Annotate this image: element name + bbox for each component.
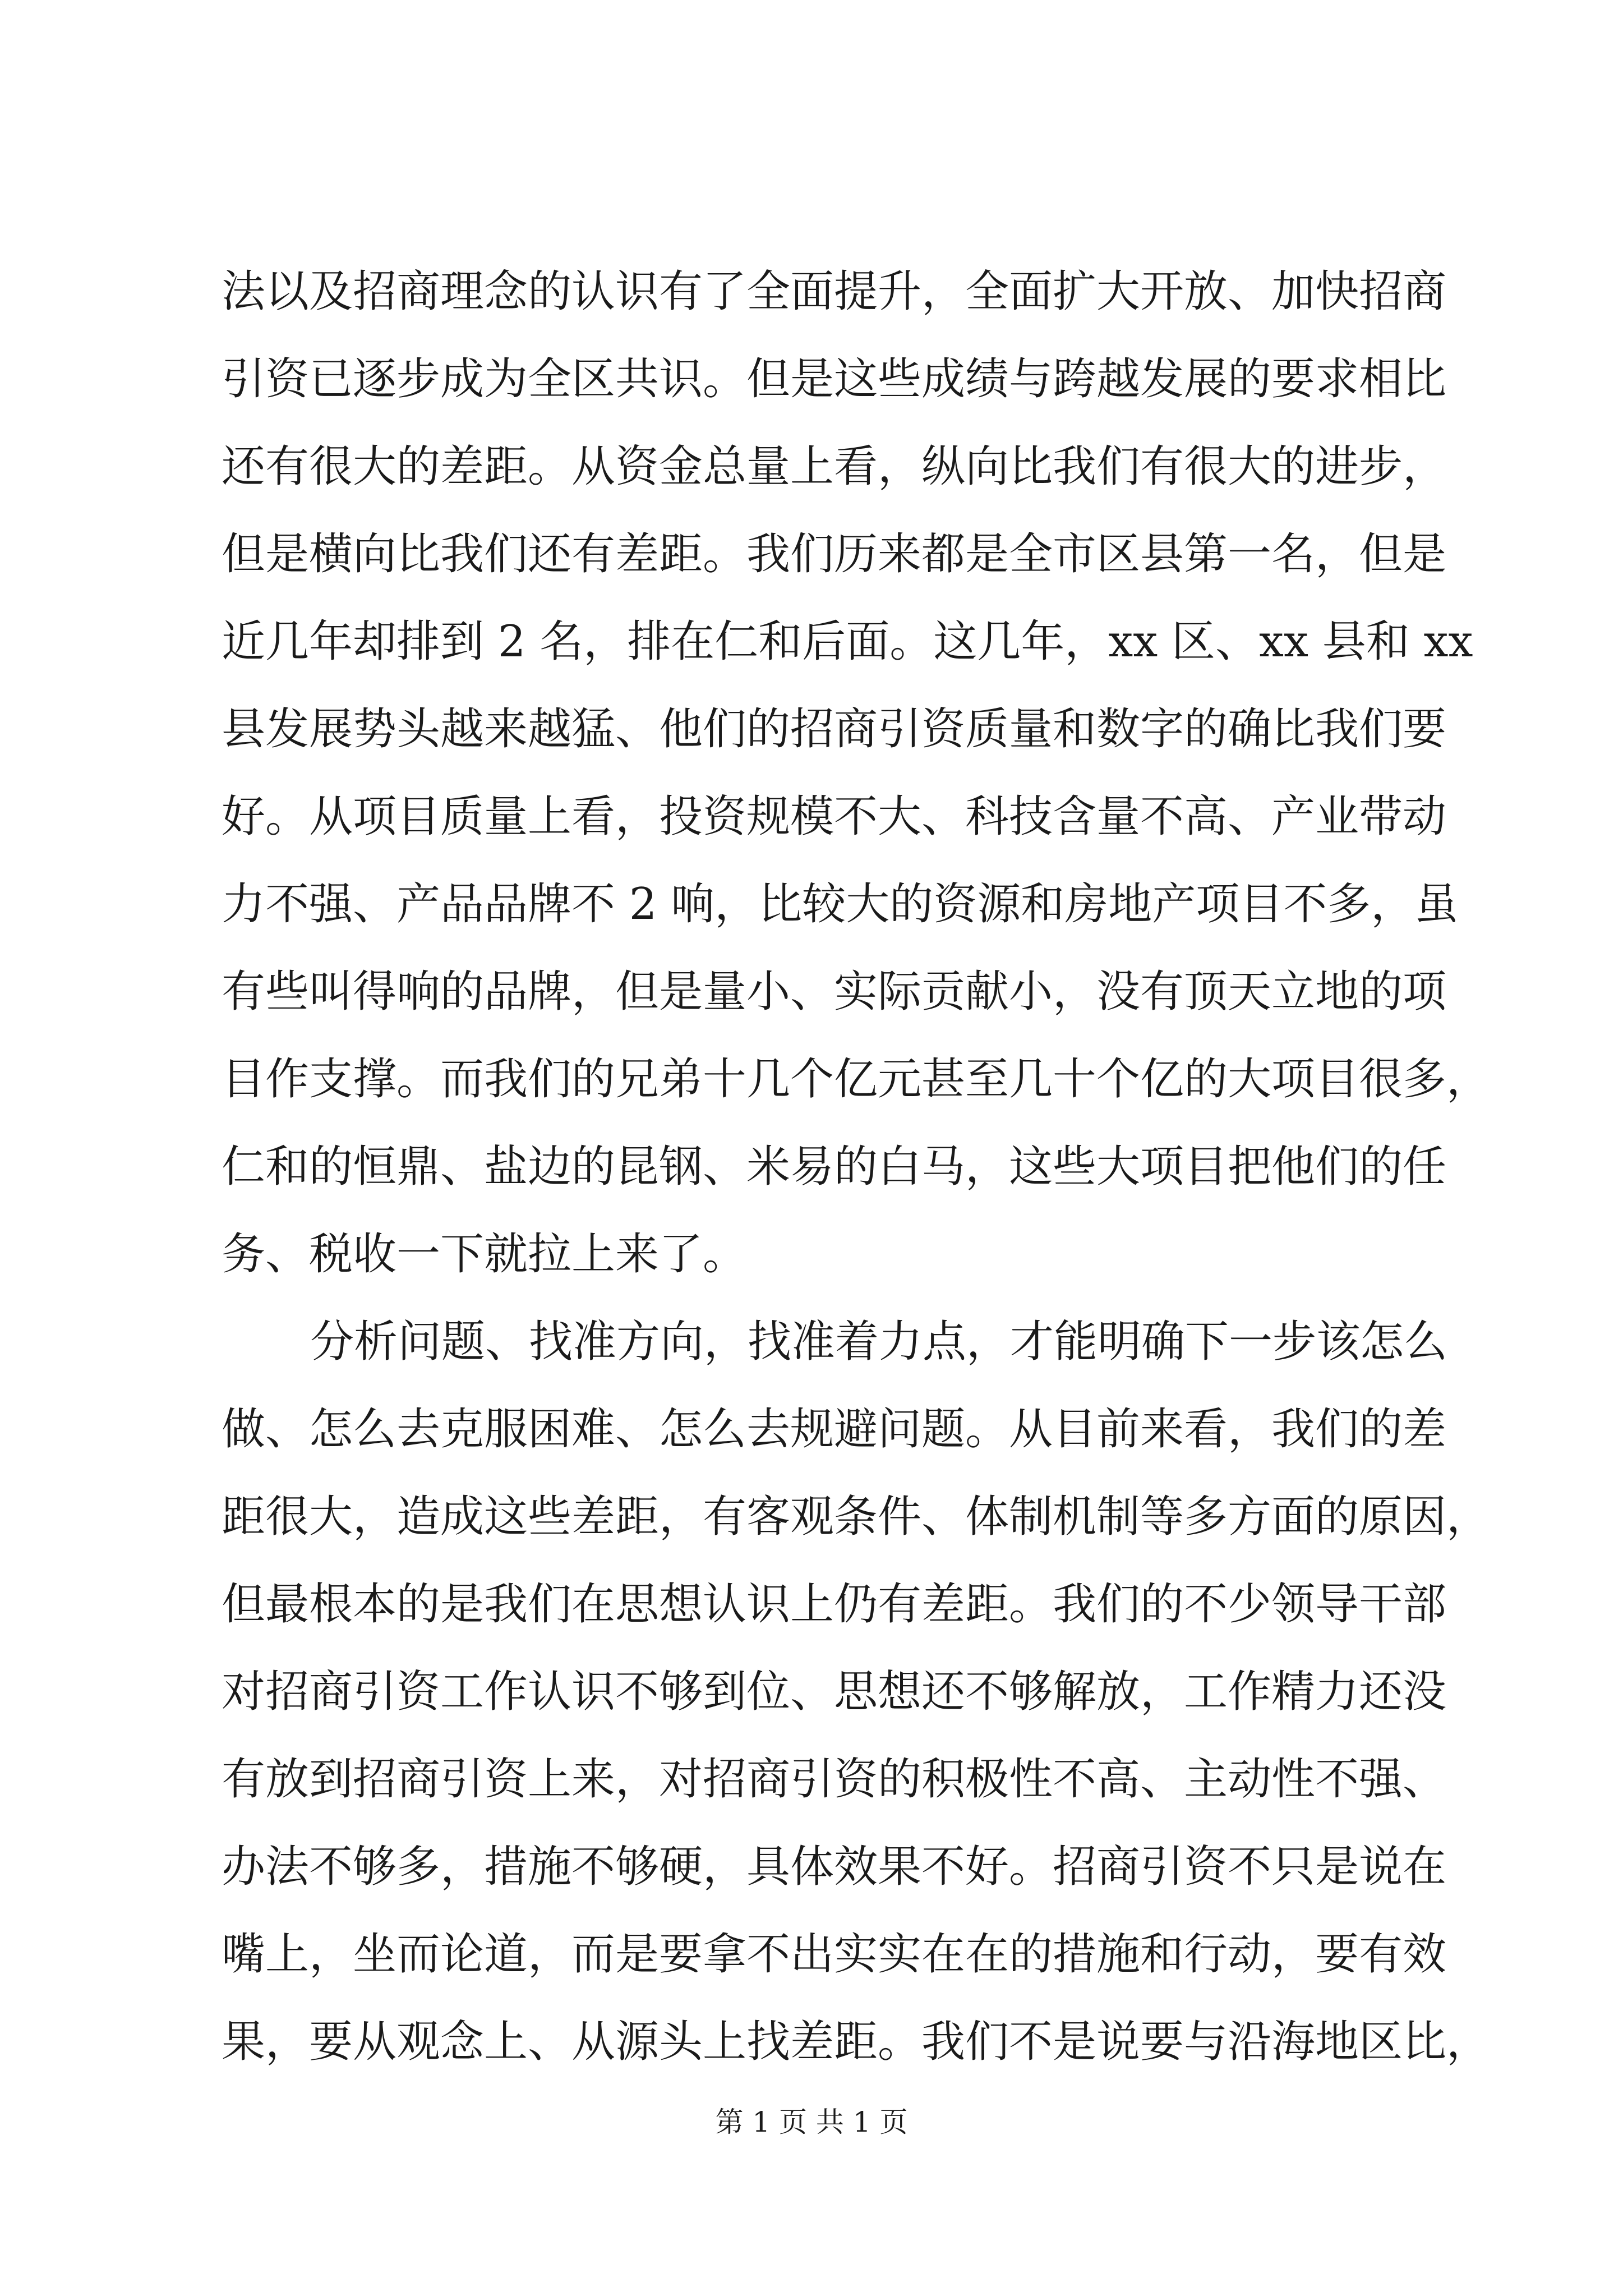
text-line: 县发展势头越来越猛、他们的招商引资质量和数字的确比我们要 [222, 704, 1447, 754]
text-line: 距很大，造成这些差距，有客观条件、体制机制等多方面的原因， [222, 1492, 1491, 1542]
text-line: 办法不够多，措施不够硬，具体效果不好。招商引资不只是说在 [222, 1842, 1447, 1892]
text-line: 力不强、产品品牌不 2 响，比较大的资源和房地产项目不多，虽 [222, 879, 1459, 930]
page-footer: 第 1 页 共 1 页 [715, 2106, 908, 2138]
text-line: 仁和的恒鼎、盐边的昆钢、米易的白马，这些大项目把他们的任 [222, 1142, 1447, 1192]
text-line: 嘴上，坐而论道，而是要拿不出实实在在的措施和行动，要有效 [222, 1929, 1447, 1980]
text-line: 引资已逐步成为全区共识。但是这些成绩与跨越发展的要求相比 [222, 354, 1447, 404]
text-line: 还有很大的差距。从资金总量上看，纵向比我们有很大的进步， [222, 441, 1447, 492]
text-line: 有放到招商引资上来，对招商引资的积极性不高、主动性不强、 [222, 1754, 1447, 1805]
text-line: 但最根本的是我们在思想认识上仍有差距。我们的不少领导干部 [222, 1579, 1447, 1630]
text-line: 有些叫得响的品牌，但是量小、实际贡献小，没有顶天立地的项 [222, 967, 1447, 1017]
text-line: 务、税收一下就拉上来了。 [222, 1229, 747, 1280]
text-line: 果，要从观念上、从源头上找差距。我们不是说要与沿海地区比， [222, 2017, 1491, 2067]
text-line: 但是横向比我们还有差距。我们历来都是全市区县第一名，但是 [222, 529, 1447, 579]
text-line: 分析问题、找准方向，找准着力点，才能明确下一步该怎么 [310, 1317, 1448, 1367]
text-line: 对招商引资工作认识不够到位、思想还不够解放，工作精力还没 [222, 1667, 1447, 1717]
text-line: 做、怎么去克服困难、怎么去规避问题。从目前来看，我们的差 [222, 1404, 1447, 1455]
text-line: 近几年却排到 2 名，排在仁和后面。这几年，xx 区、xx 县和 xx [222, 616, 1473, 667]
text-line: 法以及招商理念的认识有了全面提升，全面扩大开放、加快招商 [222, 266, 1447, 317]
text-line: 目作支撑。而我们的兄弟十几个亿元甚至几十个亿的大项目很多， [222, 1054, 1491, 1105]
text-line: 好。从项目质量上看，投资规模不大、科技含量不高、产业带动 [222, 792, 1447, 842]
